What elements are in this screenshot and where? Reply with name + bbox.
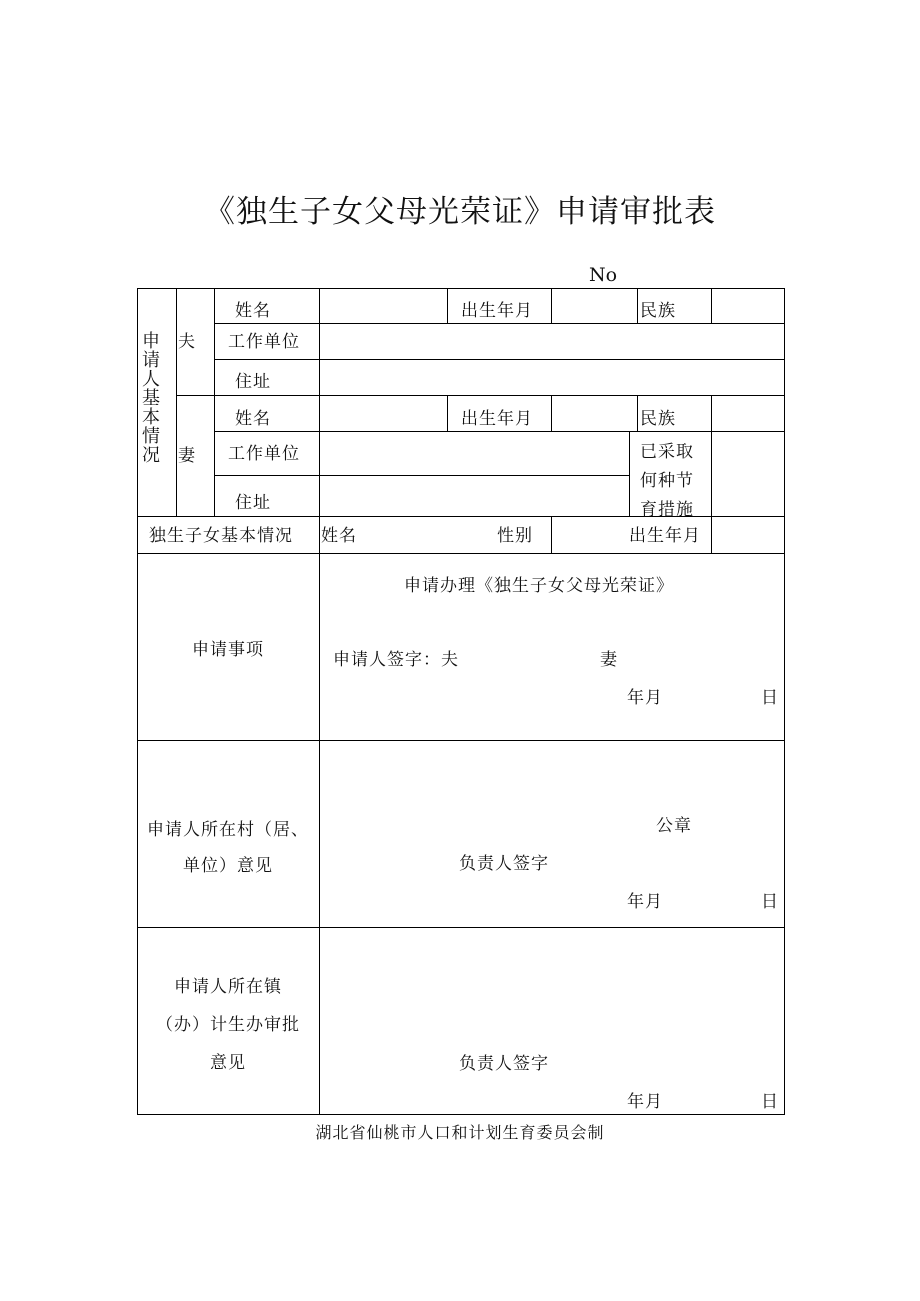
- wife-address-label: 住址: [235, 493, 271, 513]
- application-year-month: 年月: [627, 688, 663, 708]
- town-day: 日: [761, 1092, 779, 1112]
- husband-birth-label: 出生年月: [461, 301, 533, 321]
- application-day: 日: [761, 688, 779, 708]
- husband-label: 夫: [178, 332, 196, 352]
- contraception-field[interactable]: [713, 433, 783, 515]
- village-day: 日: [761, 892, 779, 912]
- serial-number-label: No: [589, 264, 618, 286]
- town-year-month: 年月: [627, 1092, 663, 1112]
- application-label: 申请事项: [192, 640, 264, 660]
- wife-name-field[interactable]: [321, 397, 445, 430]
- child-birth-label: 出生年月: [629, 526, 701, 546]
- husband-name-field[interactable]: [321, 290, 445, 322]
- town-approval-label: 申请人所在镇 （办）计生办审批 意见: [156, 977, 300, 1073]
- village-opinion-label: 申请人所在村（居、 单位）意见: [147, 820, 309, 876]
- applicant-wife-signature-label: 妻: [600, 650, 618, 670]
- wife-birth-field[interactable]: [553, 397, 635, 430]
- only-child-label: 独生子女基本情况: [149, 526, 293, 546]
- application-form-table: [137, 288, 785, 1115]
- applicant-section-label: 申 请 人 基 本 情 况: [142, 331, 160, 466]
- husband-work-unit-label: 工作单位: [228, 332, 300, 352]
- child-birth-field[interactable]: [713, 518, 783, 552]
- wife-ethnicity-field[interactable]: [713, 397, 783, 430]
- wife-work-unit-field[interactable]: [321, 433, 627, 474]
- child-name-field[interactable]: [361, 518, 491, 552]
- child-gender-label: 性别: [497, 526, 533, 546]
- wife-ethnicity-label: 民族: [640, 409, 676, 429]
- husband-address-field[interactable]: [321, 361, 783, 394]
- town-signature-label: 负责人签字: [459, 1054, 549, 1074]
- husband-birth-field[interactable]: [553, 290, 635, 322]
- application-content: 申请办理《独生子女父母光荣证》: [404, 576, 674, 596]
- form-title: 《独生子女父母光荣证》申请审批表: [204, 194, 716, 230]
- wife-label: 妻: [178, 446, 196, 466]
- child-name-label: 姓名: [321, 526, 357, 546]
- wife-work-unit-label: 工作单位: [228, 444, 300, 464]
- husband-ethnicity-field[interactable]: [713, 290, 783, 322]
- wife-birth-label: 出生年月: [461, 409, 533, 429]
- husband-name-label: 姓名: [235, 301, 271, 321]
- official-seal-label: 公章: [656, 816, 692, 836]
- contraception-label: 已采取 何种节 育措施: [640, 442, 694, 520]
- husband-work-unit-field[interactable]: [321, 325, 783, 358]
- applicant-signature-label: 申请人签字：夫: [333, 650, 459, 670]
- wife-address-field[interactable]: [321, 477, 627, 515]
- wife-name-label: 姓名: [235, 409, 271, 429]
- village-year-month: 年月: [627, 892, 663, 912]
- husband-address-label: 住址: [235, 372, 271, 392]
- issuer-footer: 湖北省仙桃市人口和计划生育委员会制: [315, 1123, 605, 1142]
- village-signature-label: 负责人签字: [459, 854, 549, 874]
- husband-ethnicity-label: 民族: [640, 301, 676, 321]
